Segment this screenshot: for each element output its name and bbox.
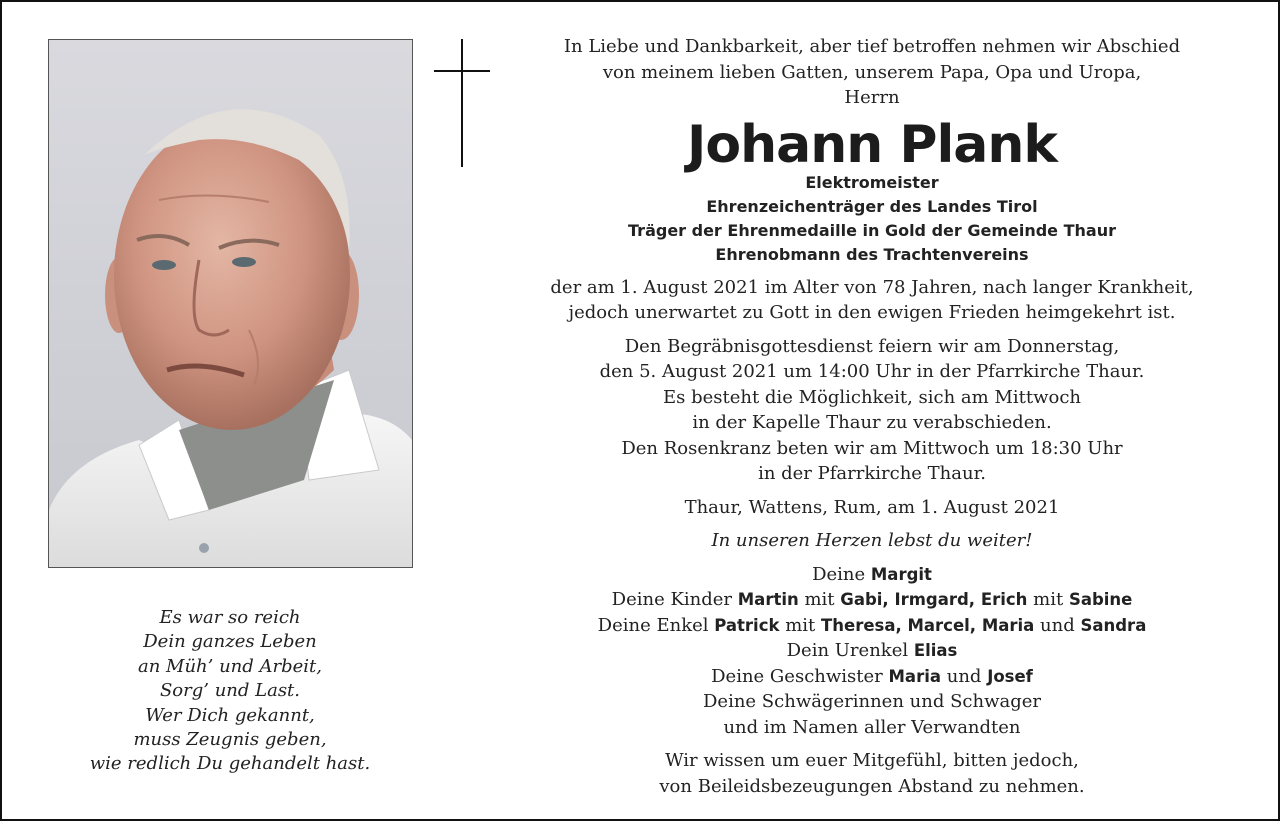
- connector: mit: [804, 589, 835, 610]
- family-inlaws: Deine Schwägerinnen und Schwager: [703, 691, 1041, 712]
- portrait-photo: [48, 39, 413, 568]
- family-member: Josef: [987, 666, 1033, 686]
- closing-line: von Beileidsbezeugungen Abstand zu nehmen.: [659, 775, 1085, 797]
- family-member: Elias: [913, 641, 958, 660]
- family-member: Maria: [981, 615, 1035, 635]
- intro-line: von meinem lieben Gatten, unserem Papa, Opa und Uropa,: [602, 61, 1142, 83]
- connector: mit: [785, 614, 816, 636]
- family-member: Sandra: [1080, 615, 1147, 635]
- poem-line: Wer Dich gekannt,: [145, 704, 315, 726]
- family-siblings: [522, 664, 1222, 690]
- funeral-line: in der Pfarrkirche Thaur.: [758, 463, 986, 484]
- poem-line: Es war so reich: [159, 607, 301, 628]
- family-wife: [522, 562, 1222, 588]
- family-member: Martin: [737, 590, 799, 609]
- family-member: Sabine: [1068, 590, 1133, 609]
- deceased-name: Johann Plank: [687, 114, 1057, 175]
- death-line: der am 1. August 2021 im Alter von 78 Jahren, nach langer Krankheit,: [550, 276, 1194, 298]
- family-member: Marcel,: [907, 615, 977, 635]
- family-member: Patrick: [714, 615, 780, 635]
- family-greatgrandchild: [522, 638, 1222, 664]
- connector: mit: [1033, 589, 1064, 610]
- family-member: Margit: [870, 564, 932, 584]
- poem: [42, 606, 418, 777]
- funeral-line: Den Rosenkranz beten wir am Mittwoch um 18:30 Uhr: [621, 437, 1123, 459]
- title-line: Träger der Ehrenmedaille in Gold der Gemeinde Thaur: [628, 220, 1116, 240]
- family-prefix: Deine: [812, 563, 866, 585]
- poem-line: an Müh’ und Arbeit,: [137, 655, 323, 677]
- family-prefix: Deine Geschwister: [711, 665, 883, 687]
- family-prefix: Dein Urenkel: [786, 640, 909, 661]
- family-prefix: Deine Enkel: [597, 614, 709, 636]
- family-member: Irmgard,: [894, 590, 976, 609]
- connector: und: [946, 665, 982, 687]
- cross-icon: [434, 39, 492, 167]
- family-member: Maria: [888, 666, 941, 686]
- closing-line: Wir wissen um euer Mitgefühl, bitten jedoch,: [665, 750, 1079, 771]
- obituary-text: [522, 34, 1222, 799]
- family-relatives: und im Namen aller Verwandten: [723, 716, 1021, 738]
- title-line: Ehrenzeichenträger des Landes Tirol: [706, 196, 1038, 216]
- family-member: Theresa,: [821, 615, 902, 635]
- funeral-line: den 5. August 2021 um 14:00 Uhr in der Pfarrkirche Thaur.: [599, 361, 1145, 382]
- intro-line: In Liebe und Dankbarkeit, aber tief betroffen nehmen wir Abschied: [563, 36, 1181, 57]
- title-line: Ehrenobmann des Trachtenvereins: [715, 244, 1029, 264]
- poem-line: Dein ganzes Leben: [143, 631, 317, 653]
- family-prefix: Deine Kinder: [611, 589, 733, 610]
- family-grandchildren: [522, 613, 1222, 639]
- poem-line: muss Zeugnis geben,: [133, 729, 327, 751]
- intro-line: Herrn: [844, 87, 900, 108]
- family-member: Gabi,: [840, 590, 889, 609]
- poem-line: wie redlich Du gehandelt hast.: [89, 753, 371, 775]
- family-children: [522, 587, 1222, 613]
- funeral-line: Es besteht die Möglichkeit, sich am Mittwoch: [662, 386, 1082, 408]
- poem-line: Sorg’ und Last.: [159, 680, 301, 702]
- motto: In unseren Herzen lebst du weiter!: [711, 530, 1033, 551]
- death-line: jedoch unerwartet zu Gott in den ewigen Frieden heimgekehrt ist.: [568, 302, 1176, 323]
- funeral-line: Den Begräbnisgottesdienst feiern wir am Donnerstag,: [624, 335, 1120, 357]
- place-date: Thaur, Wattens, Rum, am 1. August 2021: [684, 496, 1060, 518]
- connector: und: [1040, 614, 1075, 636]
- portrait-illustration: [49, 40, 412, 567]
- title-line: Elektromeister: [805, 172, 939, 192]
- family-member: Erich: [980, 590, 1028, 609]
- funeral-line: in der Kapelle Thaur zu verabschieden.: [692, 412, 1052, 433]
